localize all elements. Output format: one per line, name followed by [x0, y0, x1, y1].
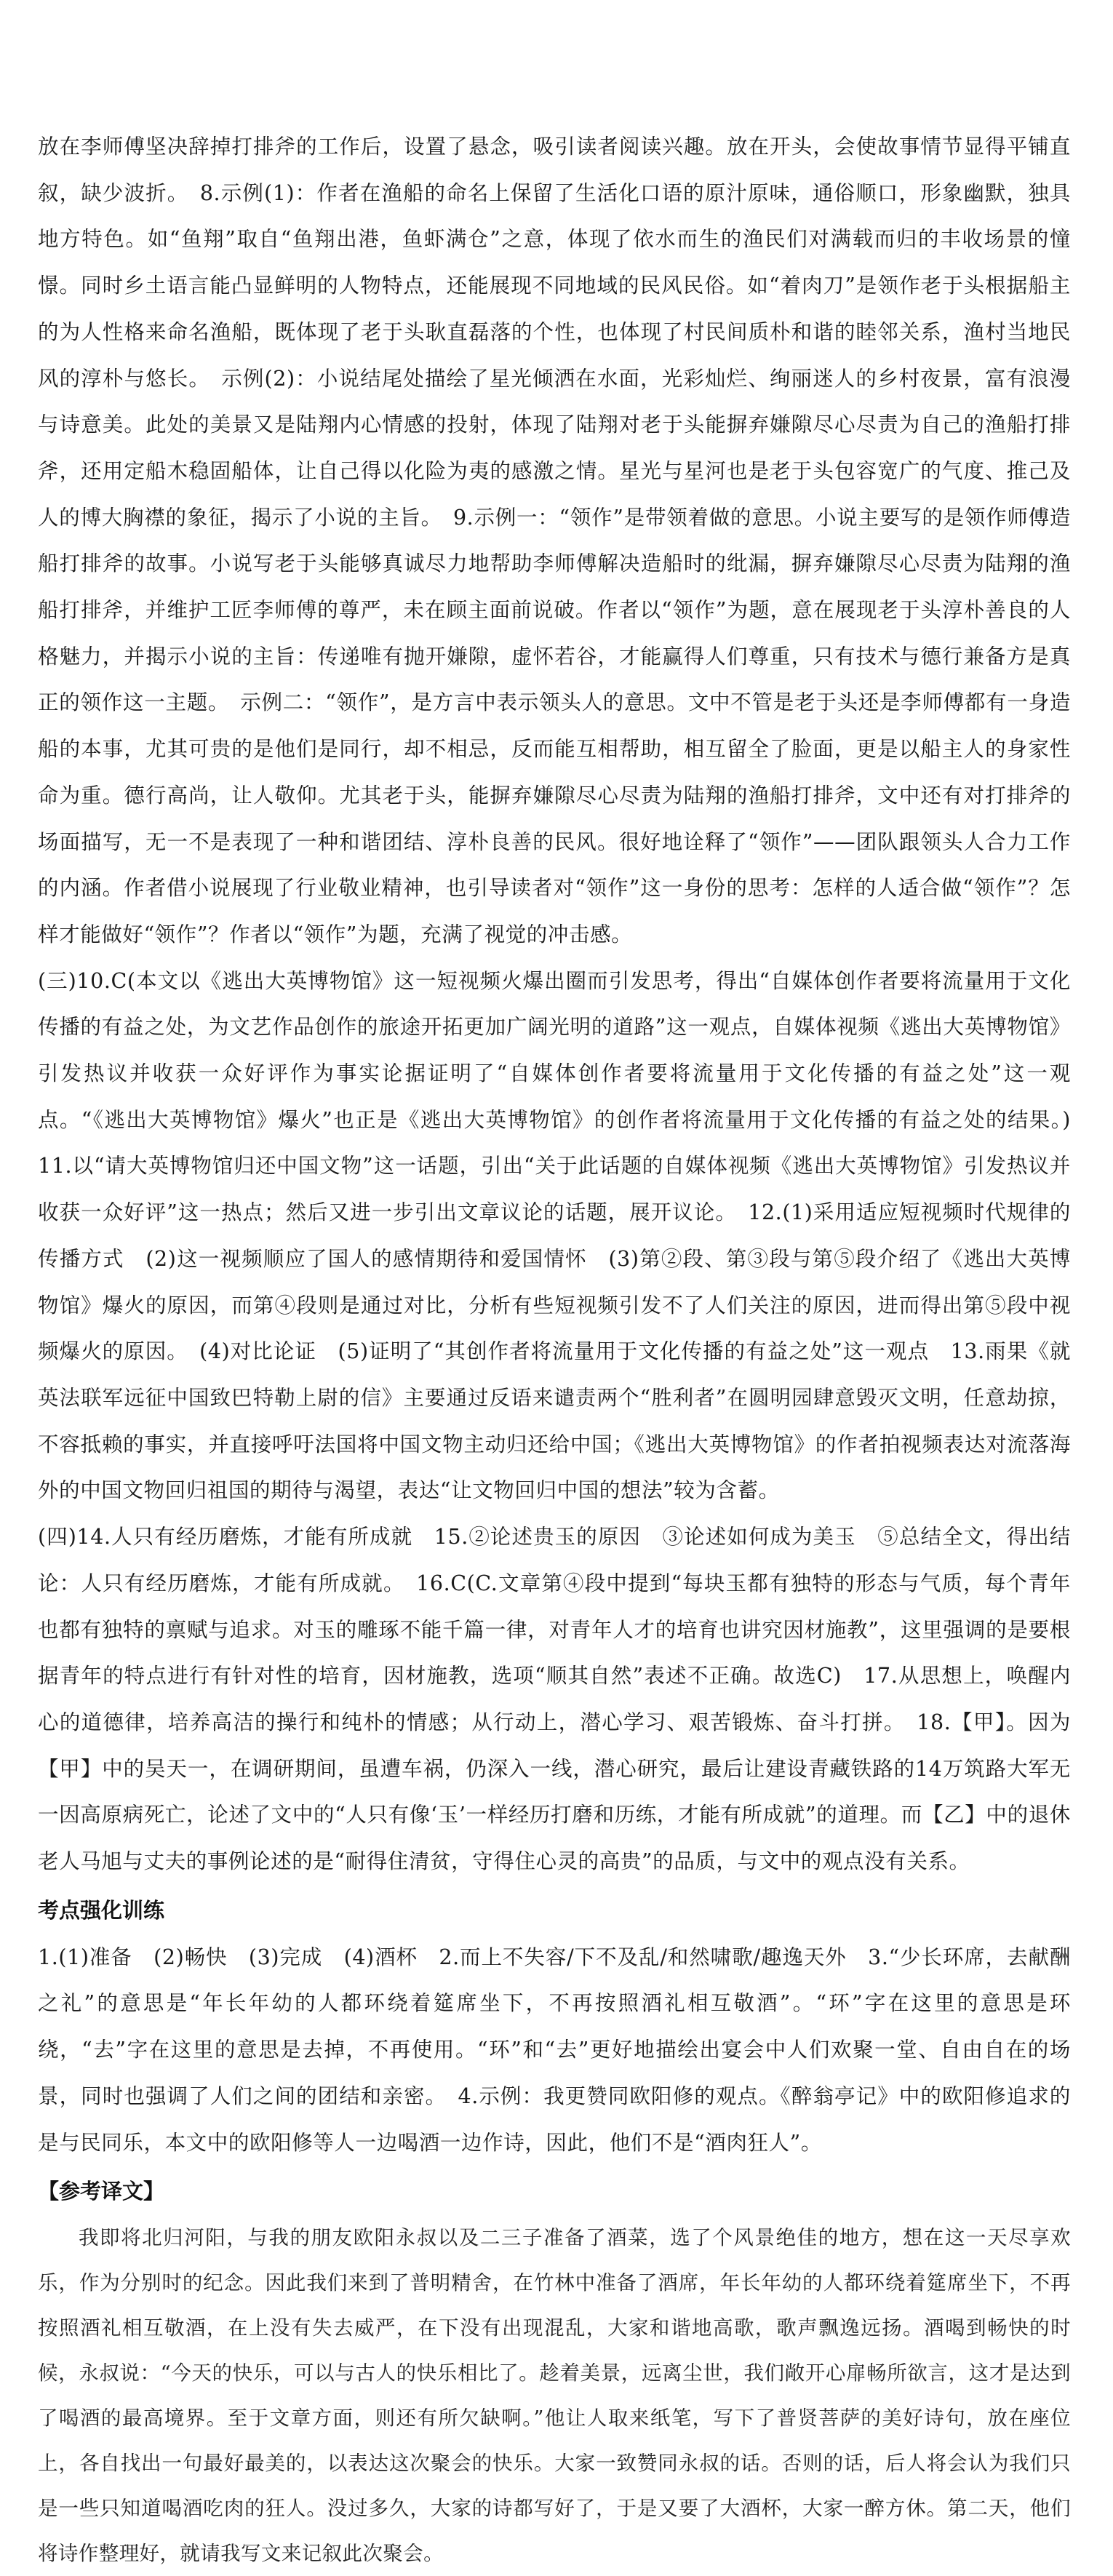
training-heading: 考点强化训练	[38, 1897, 165, 1923]
training-answers: 1.(1)准备 (2)畅快 (3)完成 (4)酒杯 2.而上不失容/下不及乱/和然啸歌/趣逸天外 3.“少长环席，去献酬之礼”的意思是“年长年幼的人都环绕着筵席坐下，不再按照酒礼相互敬酒”。“环”字在这里的意思是环绕，“去”字在这里的意思是去掉，不再使用。“环”和“去”更好地描绘出宴会中人们欢聚一堂、自由自在的场景，同时也强调了人们之间的团结和亲密。 4.示例：我更赞同欧阳修的观点。《醉翁亭记》中的欧阳修追求的是与民同乐，本文中的欧阳修等人一边喝酒一边作诗，因此，他们不是“酒肉狂人”。	[38, 1945, 1071, 2155]
answer-section-three: (三)10.C(本文以《逃出大英博物馆》这一短视频火爆出圈而引发思考，得出“自媒体创作者要将流量用于文化传播的有益之处，为文艺作品创作的旅途开拓更加广阔光明的道路”这一观点，自媒体视频《逃出大英博物馆》引发热议并收获一众好评作为事实论据证明了“自媒体创作者要将流量用于文化传播的有益之处”这一观点。“《逃出大英博物馆》爆火”也正是《逃出大英博物馆》的创作者将流量用于文化传播的有益之处的结果。) 11.以“请大英博物馆归还中国文物”这一话题，引出“关于此话题的自媒体视频《逃出大英博物馆》引发热议并收获一众好评”这一热点；然后又进一步引出文章议论的话题，展开议论。 12.(1)采用适应短视频时代规律的传播方式 (2)这一视频顺应了国人的感情期待和爱国情怀 (3)第②段、第③段与第⑤段介绍了《逃出大英博物馆》爆火的原因，而第④段则是通过对比，分析有些短视频引发不了人们关注的原因，进而得出第⑤段中视频爆火的原因。 (4)对比论证 (5)证明了“其创作者将流量用于文化传播的有益之处”这一观点 13.雨果《就英法联军远征中国致巴特勒上尉的信》主要通过反语来谴责两个“胜利者”在圆明园肆意毁灭文明，任意劫掠，不容抵赖的事实，并直接呼吁法国将中国文物主动归还给中国；《逃出大英博物馆》的作者拍视频表达对流落海外的中国文物回归祖国的期待与渴望，表达“让文物回归中国的想法”较为含蓄。	[38, 968, 1093, 1503]
page-content	[38, 124, 1093, 2576]
answer-paragraph-continued: 放在李师傅坚决辞掉打排斧的工作后，设置了悬念，吸引读者阅读兴趣。放在开头，会使故事情节显得平铺直叙，缺少波折。 8.示例(1)：作者在渔船的命名上保留了生活化口语的原汁原味，通俗顺口，形象幽默，独具地方特色。如“鱼翔”取自“鱼翔出港，鱼虾满仓”之意，体现了依水而生的渔民们对满载而归的丰收场景的憧憬。同时乡土语言能凸显鲜明的人物特点，还能展现不同地域的民风民俗。如“着肉刀”是领作老于头根据船主的为人性格来命名渔船，既体现了老于头耿直磊落的个性，也体现了村民间质朴和谐的睦邻关系，渔村当地民风的淳朴与悠长。 示例(2)：小说结尾处描绘了星光倾洒在水面，光彩灿烂、绚丽迷人的乡村夜景，富有浪漫与诗意美。此处的美景又是陆翔内心情感的投射，体现了陆翔对老于头能摒弃嫌隙尽心尽责为自己的渔船打排斧，还用定船木稳固船体，让自己得以化险为夷的感激之情。星光与星河也是老于头包容宽广的气度、推己及人的博大胸襟的象征，揭示了小说的主旨。 9.示例一：“领作”是带领着做的意思。小说主要写的是领作师傅造船打排斧的故事。小说写老于头能够真诚尽力地帮助李师傅解决造船时的纰漏，摒弃嫌隙尽心尽责为陆翔的渔船打排斧，并维护工匠李师傅的尊严，未在顾主面前说破。作者以“领作”为题，意在展现老于头淳朴善良的人格魅力，并揭示小说的主旨：传递唯有抛开嫌隙，虚怀若谷，才能赢得人们尊重，只有技术与德行兼备方是真正的领作这一主题。 示例二：“领作”，是方言中表示领头人的意思。文中不管是老于头还是李师傅都有一身造船的本事，尤其可贵的是他们是同行，却不相忌，反而能互相帮助，相互留全了脸面，更是以船主人的身家性命为重。德行高尚，让人敬仰。尤其老于头，能摒弃嫌隙尽心尽责为陆翔的渔船打排斧，文中还有对打排斧的场面描写，无一不是表现了一种和谐团结、淳朴良善的民风。很好地诠释了“领作”——团队跟领头人合力工作的内涵。作者借小说展现了行业敬业精神，也引导读者对“领作”这一身份的思考：怎样的人适合做“领作”？怎样才能做好“领作”？作者以“领作”为题，充满了视觉的冲击感。	[38, 135, 1071, 946]
translation-text: 我即将北归河阳，与我的朋友欧阳永叔以及二三子准备了酒菜，选了个风景绝佳的地方，想在这一天尽享欢乐，作为分别时的纪念。因此我们来到了普明精舍，在竹林中准备了酒席，年长年幼的人都环绕着筵席坐下，不再按照酒礼相互敬酒，在上没有失去威严，在下没有出现混乱，大家和谐地高歌，歌声飘逸远扬。酒喝到畅快的时候，永叔说：“今天的快乐，可以与古人的快乐相比了。趁着美景，远离尘世，我们敞开心扉畅所欲言，这才是达到了喝酒的最高境界。至于文章方面，则还有所欠缺啊。”他让人取来纸笔，写下了普贤菩萨的美好诗句，放在座位上，各自找出一句最好最美的，以表达这次聚会的快乐。大家一致赞同永叔的话。否则的话，后人将会认为我们只是一些只知道喝酒吃肉的狂人。没过多久，大家的诗都写好了，于是又要了大酒杯，大家一醉方休。第二天，他们将诗作整理好，就请我写文来记叙此次聚会。	[38, 2226, 1071, 2566]
answer-section-four: (四)14.人只有经历磨炼，才能有所成就 15.②论述贵玉的原因 ③论述如何成为美玉 ⑤总结全文，得出结论：人只有经历磨炼，才能有所成就。 16.C(C.文章第④段中提到“每块玉都有独特的形态与气质，每个青年也都有独特的禀赋与追求。对玉的雕琢不能千篇一律，对青年人才的培育也讲究因材施教”，这里强调的是要根据青年的特点进行有针对性的培育，因材施教，选项“顺其自然”表述不正确。故选C) 17.从思想上，唤醒内心的道德律，培养高洁的操行和纯朴的情感；从行动上，潜心学习、艰苦锻炼、奋斗打拼。 18.【甲】。因为【甲】中的吴天一，在调研期间，虽遭车祸，仍深入一线，潜心研究，最后让建设青藏铁路的14万筑路大军无一因高原病死亡，论述了文中的“人只有像‘玉’一样经历打磨和历练，才能有所成就”的道理。而【乙】中的退休老人马旭与丈夫的事例论述的是“耐得住清贫，守得住心灵的高贵”的品质，与文中的观点没有关系。	[38, 1525, 1071, 1874]
translation-heading: 【参考译文】	[38, 2179, 165, 2204]
